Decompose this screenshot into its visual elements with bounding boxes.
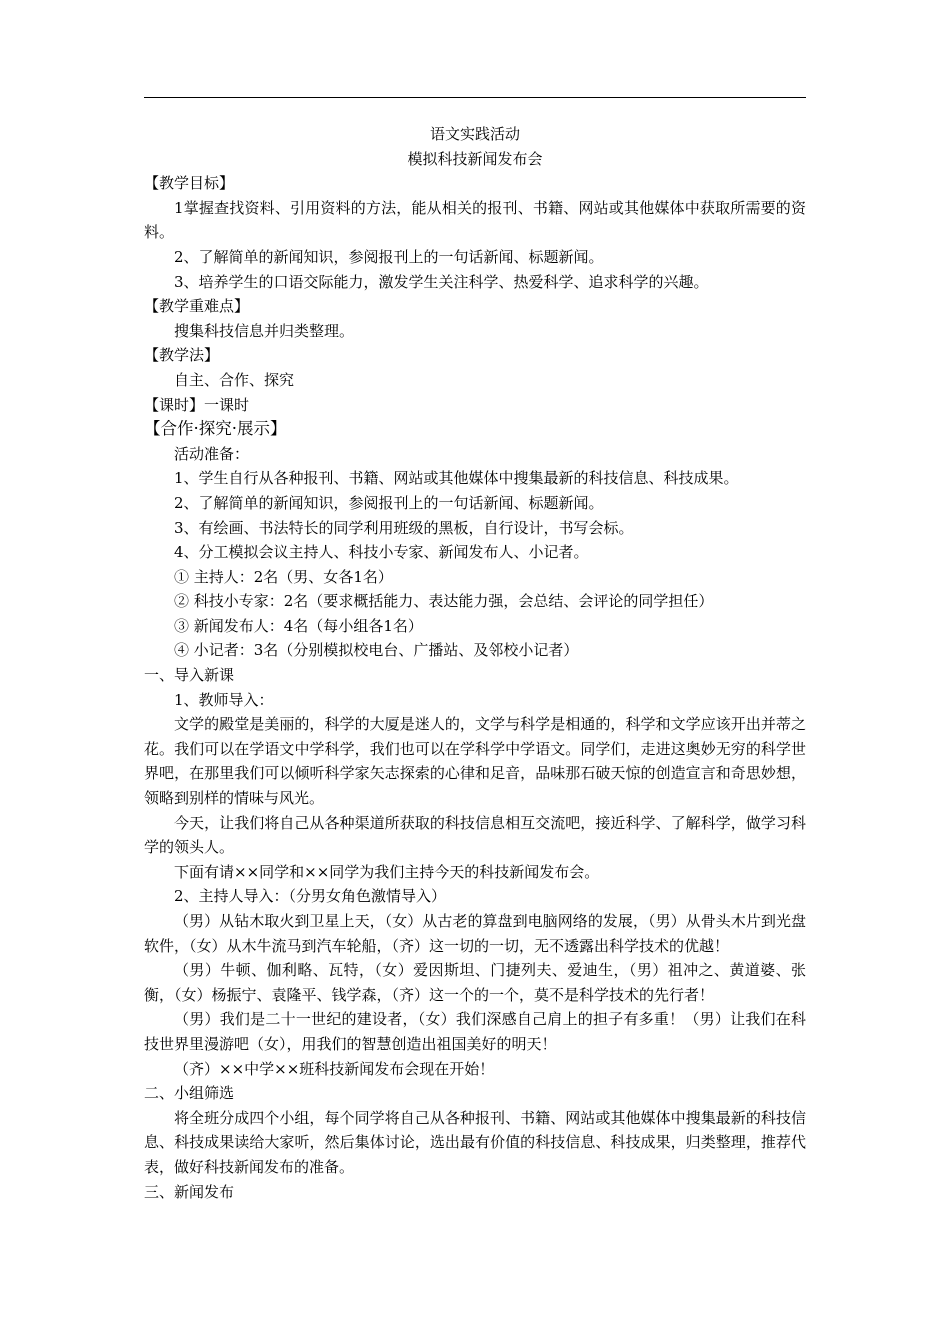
header-rule (144, 97, 806, 98)
goal-item-2: 2、了解简单的新闻知识，参阅报刊上的一句话新闻、标题新闻。 (174, 247, 604, 266)
host-para-4: （齐）××中学××班科技新闻发布会现在开始！ (174, 1059, 495, 1078)
period-text: 一课时 (204, 395, 250, 414)
section1-heading: 一、导入新课 (144, 666, 235, 685)
method-text: 自主、合作、探究 (174, 370, 295, 389)
method-heading: 【教学法】 (144, 346, 220, 365)
document-body (144, 122, 806, 1204)
document-title: 语文实践活动 (429, 125, 520, 143)
teacher-para-2: 今天，让我们将自己从各种渠道所获取的科技信息相互交流吧，接近科学、了解科学，做学习科学的领头人。 (144, 813, 806, 857)
teacher-intro-label: 1、教师导入： (174, 690, 274, 709)
section2-text: 将全班分成四个小组，每个同学将自己从各种报刊、书籍、网站或其他媒体中搜集最新的科技信息、科技成果读给大家听，然后集体讨论，选出最有价值的科技信息、科技成果，归类整理，推荐代表，做好科技新闻发布的准备。 (144, 1108, 806, 1176)
host-para-1: （男）从钻木取火到卫星上天，（女）从古老的算盘到电脑网络的发展，（男）从骨头木片到光盘软件，（女）从木牛流马到汽车轮船，（齐）这一切的一切，无不透露出科学技术的优越！ (144, 912, 806, 955)
period-line (144, 393, 806, 418)
host-para-3: （男）我们是二十一世纪的建设者，（女）我们深感自己肩上的担子有多重！（男）让我们在科技世界里漫游吧（女），用我们的智慧创造出祖国美好的明天！ (144, 1010, 806, 1053)
key-points-heading: 【教学重难点】 (144, 297, 250, 316)
document-subtitle: 模拟科技新闻发布会 (407, 149, 543, 168)
role-item-2: ② 科技小专家：2名（要求概括能力、表达能力强，会总结、会评论的同学担任） (174, 592, 714, 611)
prep-item-3: 3、有绘画、书法特长的同学利用班级的黑板，自行设计，书写会标。 (174, 518, 634, 537)
goal-item-3: 3、培养学生的口语交际能力，激发学生关注科学、热爱科学、追求科学的兴趣。 (174, 272, 709, 291)
prep-item-4: 4、分工模拟会议主持人、科技小专家、新闻发布人、小记者。 (174, 543, 589, 562)
role-item-1: ① 主持人：2名（男、女各1名） (174, 567, 393, 586)
prep-label: 活动准备： (174, 444, 250, 463)
goal-item-1: 1掌握查找资料、引用资料的方法，能从相关的报刊、书籍、网站或其他媒体中获取所需要的资料。 (144, 198, 806, 242)
role-item-3: ③ 新闻发布人：4名（每小组各1名） (174, 616, 423, 635)
host-intro-label: 2、主持人导入：（分男女角色激情导入） (174, 887, 447, 906)
prep-item-1: 1、学生自行从各种报刊、书籍、网站或其他媒体中搜集最新的科技信息、科技成果。 (174, 469, 739, 488)
role-item-4: ④ 小记者：3名（分别模拟校电台、广播站、及邻校小记者） (174, 641, 579, 660)
section3-heading: 三、新闻发布 (144, 1182, 235, 1201)
goals-heading: 【教学目标】 (144, 174, 235, 193)
period-heading: 【课时】 (144, 395, 205, 414)
section2-heading: 二、小组筛选 (144, 1084, 235, 1103)
cooperation-heading: 【合作·探究·展示】 (144, 419, 287, 439)
teacher-para-1: 文学的殿堂是美丽的，科学的大厦是迷人的，文学与科学是相通的，科学和文学应该开出并蒂之花。我们可以在学语文中学科学，我们也可以在学科学中学语文。同学们，走进这奥妙无穷的科学世界吧，在那里我们可以倾听科学家矢志探索的心律和足音，品味那石破天惊的创造宣言和奇思妙想，领略到别样的情味与风光。 (144, 715, 806, 808)
teacher-para-3: 下面有请××同学和××同学为我们主持今天的科技新闻发布会。 (174, 862, 600, 881)
prep-item-2: 2、了解简单的新闻知识，参阅报刊上的一句话新闻、标题新闻。 (174, 493, 604, 512)
host-para-2: （男）牛顿、伽利略、瓦特，（女）爱因斯坦、门捷列夫、爱迪生，（男）祖冲之、黄道婆、张衡，（女）杨振宁、袁隆平、钱学森，（齐）这一个的一个，莫不是科学技术的先行者！ (144, 961, 806, 1004)
key-points-text: 搜集科技信息并归类整理。 (174, 321, 355, 340)
